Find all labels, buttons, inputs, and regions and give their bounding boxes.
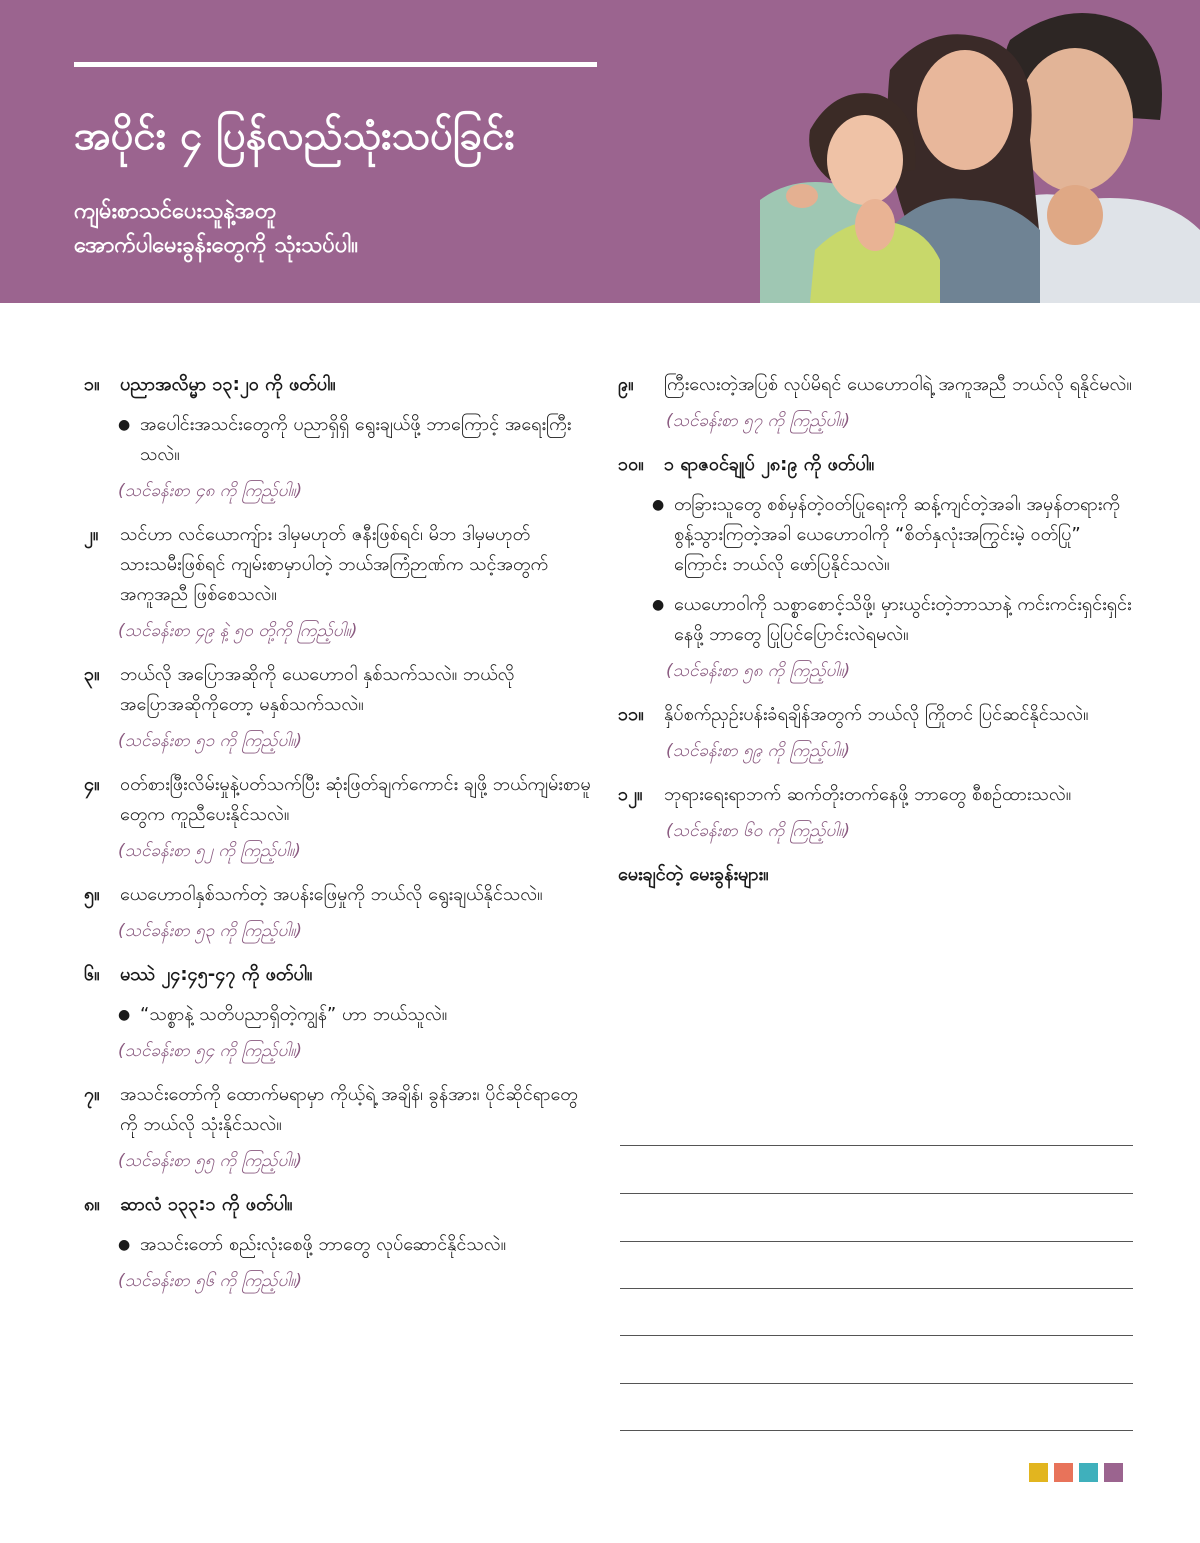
question-text: ကြီးလေးတဲ့အပြစ် လုပ်မိရင် ယေဟောဝါရဲ့ အကူအညီ ဘယ်လို ရနိုင်မလဲ။ bbox=[664, 374, 1132, 395]
bullet-text: အသင်းတော် စည်းလုံးစေဖို့ ဘာတွေ လုပ်ဆောင်နိုင်သလဲ။ bbox=[140, 1234, 507, 1255]
bullet-text: ယေဟောဝါကို သစ္စာစောင့်သိဖို့၊ မှားယွင်းတဲ့ဘာသာနဲ့ ကင်းကင်းရှင်းရှင်း နေဖို့ ဘာတွေ ပြုပြင်ပြောင်းလဲရမလဲ။ bbox=[674, 594, 1132, 645]
lesson-reference: (သင်ခန်းစာ ၅၁ ကို ကြည့်ပါ။) bbox=[118, 731, 303, 751]
lesson-reference: (သင်ခန်းစာ ၅၆ ကို ကြည့်ပါ။) bbox=[118, 1271, 303, 1291]
question-item bbox=[618, 450, 1138, 686]
note-writing-line[interactable] bbox=[620, 1145, 1133, 1146]
question-text: ဘယ်လို အပြောအဆိုကို ယေဟောဝါ နှစ်သက်သလဲ။ ဘယ်လို အပြောအဆိုကိုတော့ မနှစ်သက်သလဲ။ bbox=[120, 664, 515, 715]
question-number: ၄။ bbox=[84, 774, 100, 795]
bullet-text: တခြားသူတွေ စစ်မှန်တဲ့ဝတ်ပြုရေးကို ဆန့်ကျင်တဲ့အခါ၊ အမှန်တရားကို စွန့်သွားကြတဲ့အခါ ယေဟောဝါကို “စိတ်နှလုံးအကြွင်းမဲ့ ဝတ်ပြု” ကြောင်း ဘယ်လို ဖော်ပြနိုင်သလဲ။ bbox=[674, 494, 1120, 575]
question-number: ၈။ bbox=[84, 1194, 100, 1215]
bullet-dot-icon: ● bbox=[652, 497, 665, 513]
bullet-item bbox=[118, 410, 594, 470]
bullet-dot-icon: ● bbox=[118, 1237, 131, 1253]
question-item bbox=[84, 370, 594, 506]
question-text: ဘုရားရေးရာဘက် ဆက်တိုးတက်နေဖို့ ဘာတွေ စီစဉ်ထားသလဲ။ bbox=[664, 784, 1072, 805]
right-column bbox=[618, 370, 1138, 890]
lesson-reference: (သင်ခန်းစာ ၅၇ ကို ကြည့်ပါ။) bbox=[666, 411, 851, 431]
header-rule bbox=[74, 62, 597, 67]
question-item bbox=[84, 770, 594, 866]
notes-heading: မေးချင်တဲ့ မေးခွန်းများ။ bbox=[618, 864, 769, 885]
note-writing-line[interactable] bbox=[620, 1193, 1133, 1194]
question-number: ၃။ bbox=[84, 664, 100, 685]
swatch-teal bbox=[1079, 1463, 1098, 1482]
lesson-reference: (သင်ခန်းစာ ၅၃ ကို ကြည့်ပါ။) bbox=[118, 921, 303, 941]
question-text: ၁ ရာဇဝင်ချုပ် ၂၈:၉ ကို ဖတ်ပါ။ bbox=[664, 454, 875, 475]
swatch-purple bbox=[1104, 1463, 1123, 1482]
question-item bbox=[84, 520, 594, 646]
left-column bbox=[84, 370, 594, 1310]
color-swatches bbox=[1029, 1463, 1123, 1482]
question-item bbox=[84, 880, 594, 946]
question-text: အသင်းတော်ကို ထောက်မရာမှာ ကိုယ့်ရဲ့ အချိန်၊ ခွန်အား၊ ပိုင်ဆိုင်ရာတွေကို ဘယ်လို သုံးနိုင်သလဲ။ bbox=[120, 1084, 578, 1135]
note-writing-line[interactable] bbox=[620, 1383, 1133, 1384]
question-text: ပညာအလိမ္မာ ၁၃:၂၀ ကို ဖတ်ပါ။ bbox=[120, 374, 336, 395]
question-text: ဝတ်စားဖြီးလိမ်းမှုနဲ့ပတ်သက်ပြီး ဆုံးဖြတ်ချက်ကောင်း ချဖို့ ဘယ်ကျမ်းစာမူတွေက ကူညီပေးနိုင်သလဲ။ bbox=[120, 774, 591, 825]
note-writing-line[interactable] bbox=[620, 1430, 1133, 1431]
question-number: ၂။ bbox=[84, 524, 99, 545]
bullet-item bbox=[652, 490, 1138, 580]
question-number: ၅။ bbox=[84, 884, 100, 905]
swatch-orange bbox=[1054, 1463, 1073, 1482]
bullet-text: အပေါင်းအသင်းတွေကို ပညာရှိရှိ ရွေးချယ်ဖို့ ဘာကြောင့် အရေးကြီးသလဲ။ bbox=[140, 414, 572, 465]
bullet-item bbox=[652, 590, 1138, 650]
lesson-reference: (သင်ခန်းစာ ၄၉ နဲ့ ၅၀ တို့ကို ကြည့်ပါ။) bbox=[118, 621, 358, 641]
question-number: ၁၂။ bbox=[618, 784, 643, 805]
subtitle-line-2: အောက်ပါမေးခွန်းတွေကို သုံးသပ်ပါ။ bbox=[74, 233, 358, 258]
bullet-dot-icon: ● bbox=[652, 597, 665, 613]
bullet-text: “သစ္စာနဲ့ သတိပညာရှိတဲ့ကျွန်” ဟာ ဘယ်သူလဲ။ bbox=[140, 1004, 448, 1025]
question-item bbox=[618, 780, 1138, 846]
lesson-reference: (သင်ခန်းစာ ၅၂ ကို ကြည့်ပါ။) bbox=[118, 841, 301, 861]
bullet-item bbox=[118, 1230, 594, 1260]
page-title: အပိုင်း ၄ ပြန်လည်သုံးသပ်ခြင်း bbox=[74, 113, 515, 159]
question-text: ဆာလံ ၁၃၃:၁ ကို ဖတ်ပါ။ bbox=[120, 1194, 293, 1215]
swatch-yellow bbox=[1029, 1463, 1048, 1482]
question-number: ၁။ bbox=[84, 374, 100, 395]
question-text: မဿဲ ၂၄:၄၅-၄၇ ကို ဖတ်ပါ။ bbox=[120, 964, 313, 985]
lesson-reference: (သင်ခန်းစာ ၅၅ ကို ကြည့်ပါ။) bbox=[118, 1151, 303, 1171]
subtitle-line-1: ကျမ်းစာသင်ပေးသူနဲ့အတူ bbox=[74, 199, 277, 224]
note-writing-line[interactable] bbox=[620, 1288, 1133, 1289]
page-subtitle bbox=[74, 195, 358, 263]
question-item bbox=[84, 1080, 594, 1176]
question-number: ၉။ bbox=[618, 374, 634, 395]
question-number: ၆။ bbox=[84, 964, 100, 985]
bullet-dot-icon: ● bbox=[118, 417, 131, 433]
lesson-reference: (သင်ခန်းစာ ၄၈ ကို ကြည့်ပါ။) bbox=[118, 481, 303, 501]
family-praying-illustration bbox=[740, 0, 1200, 303]
note-writing-line[interactable] bbox=[620, 1335, 1133, 1336]
lesson-reference: (သင်ခန်းစာ ၅၈ ကို ကြည့်ပါ။) bbox=[666, 661, 851, 681]
question-item bbox=[618, 370, 1138, 436]
question-number: ၁၀။ bbox=[618, 454, 644, 475]
question-text: နှိပ်စက်ညှဉ်းပန်းခံရချိန်အတွက် ဘယ်လို ကြိုတင် ပြင်ဆင်နိုင်သလဲ။ bbox=[664, 704, 1089, 725]
lesson-reference: (သင်ခန်းစာ ၅၉ ကို ကြည့်ပါ။) bbox=[666, 741, 851, 761]
question-item bbox=[618, 700, 1138, 766]
bullet-item bbox=[118, 1000, 594, 1030]
lesson-reference: (သင်ခန်းစာ ၅၄ ကို ကြည့်ပါ။) bbox=[118, 1041, 303, 1061]
question-number: ၇။ bbox=[84, 1084, 100, 1105]
bullet-dot-icon: ● bbox=[118, 1007, 131, 1023]
question-item bbox=[84, 960, 594, 1066]
header-banner bbox=[0, 0, 1200, 303]
question-text: ယေဟောဝါနှစ်သက်တဲ့ အပန်းဖြေမှုကို ဘယ်လို ရွေးချယ်နိုင်သလဲ။ bbox=[120, 884, 543, 905]
question-number: ၁၁။ bbox=[618, 704, 644, 725]
question-item bbox=[84, 1190, 594, 1296]
question-text: သင်ဟာ လင်ယောကျ်ား ဒါမှမဟုတ် ဇနီးဖြစ်ရင်၊ မိဘ ဒါမှမဟုတ် သားသမီးဖြစ်ရင် ကျမ်းစာမှာပါတဲ့ ဘယ်အကြံဉာဏ်က သင့်အတွက် အကူအညီ ဖြစ်စေသလဲ။ bbox=[120, 524, 549, 605]
question-item bbox=[84, 660, 594, 756]
lesson-reference: (သင်ခန်းစာ ၆၀ ကို ကြည့်ပါ။) bbox=[666, 821, 851, 841]
note-writing-line[interactable] bbox=[620, 1241, 1133, 1242]
